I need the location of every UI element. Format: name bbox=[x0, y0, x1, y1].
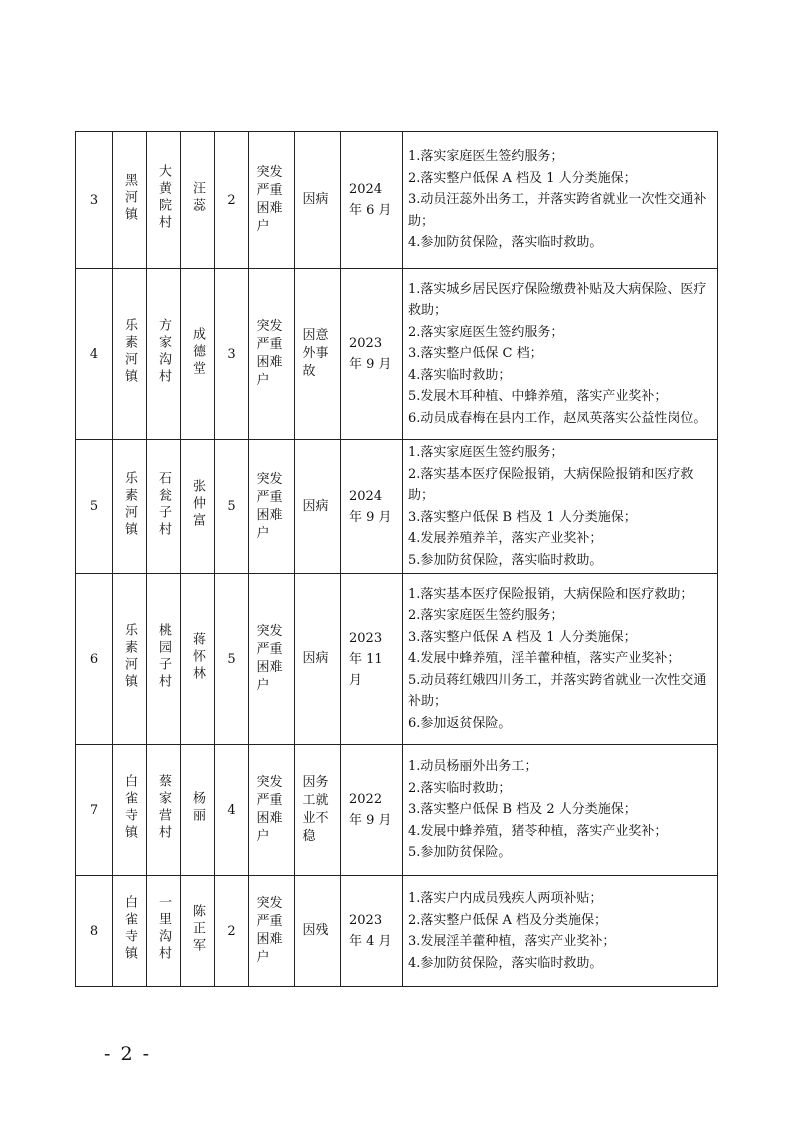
household-type: 突发严重困难户 bbox=[256, 775, 283, 844]
measures-list bbox=[403, 144, 717, 256]
table-row bbox=[76, 876, 718, 987]
household-size-cell bbox=[215, 269, 249, 440]
measure-item: 6.动员成春梅在县内工作，赵凤英落实公益性岗位。 bbox=[408, 410, 707, 426]
household-head-name-cell bbox=[181, 876, 215, 987]
measure-item: 2.落实基本医疗保险报销，大病保险报销和医疗救助； bbox=[408, 466, 694, 503]
row-index-cell bbox=[76, 269, 113, 440]
measure-item: 3.动员汪蕊外出务工，并落实跨省就业一次性交通补助； bbox=[408, 192, 707, 229]
household-type-cell bbox=[249, 440, 295, 574]
household-size-cell bbox=[215, 745, 249, 876]
assistance-table bbox=[75, 131, 718, 987]
village-name: 石瓮子村 bbox=[156, 470, 171, 539]
hardship-reason-cell bbox=[295, 440, 341, 574]
household-head-name-cell bbox=[181, 574, 215, 745]
identified-date-cell bbox=[341, 745, 403, 876]
household-head-name: 成德堂 bbox=[190, 326, 205, 378]
town-name: 白雀寺镇 bbox=[122, 895, 137, 963]
measure-item: 3.落实整户低保 B 档及 2 人分类施保； bbox=[408, 802, 637, 818]
measure-item: 5.参加防贫保险。 bbox=[408, 845, 512, 861]
town-name: 乐素河镇 bbox=[122, 470, 137, 539]
town-name: 黑河镇 bbox=[122, 172, 137, 224]
measures-list bbox=[403, 277, 717, 432]
measure-item: 4.参加防贫保险，落实临时救助。 bbox=[408, 235, 603, 251]
household-head-name-cell bbox=[181, 745, 215, 876]
hardship-reason-cell bbox=[295, 132, 341, 269]
household-head-name: 陈正军 bbox=[190, 903, 205, 955]
town-name-cell bbox=[113, 745, 147, 876]
row-index: 3 bbox=[89, 192, 99, 208]
table-row bbox=[76, 440, 718, 574]
hardship-reason-cell bbox=[295, 574, 341, 745]
table-row bbox=[76, 132, 718, 269]
measure-item: 3.落实整户低保 B 档及 1 人分类施保； bbox=[408, 509, 637, 525]
measure-item: 5.动员蒋红娥四川务工，并落实跨省就业一次性交通补助； bbox=[408, 672, 707, 710]
row-index-cell bbox=[76, 745, 113, 876]
measures-list bbox=[403, 886, 717, 976]
measure-item: 1.落实家庭医生签约服务； bbox=[408, 149, 564, 165]
row-index-cell bbox=[76, 876, 113, 987]
measures-cell bbox=[403, 745, 718, 876]
measures-cell bbox=[403, 132, 718, 269]
town-name-cell bbox=[113, 132, 147, 269]
household-size: 2 bbox=[227, 192, 236, 208]
household-head-name-cell bbox=[181, 440, 215, 574]
measures-cell bbox=[403, 440, 718, 574]
row-index-cell bbox=[76, 132, 113, 269]
village-name-cell bbox=[147, 745, 181, 876]
town-name-cell bbox=[113, 574, 147, 745]
household-type-cell bbox=[249, 269, 295, 440]
measure-item: 1.落实家庭医生签约服务； bbox=[408, 445, 564, 460]
hardship-reason: 因病 bbox=[302, 498, 329, 514]
identified-date: 2023 年 11 月 bbox=[349, 630, 383, 688]
measure-item: 3.发展淫羊藿种植，落实产业奖补； bbox=[408, 934, 616, 949]
hardship-reason-cell bbox=[295, 745, 341, 876]
measures-list bbox=[403, 582, 717, 737]
household-size-cell bbox=[215, 132, 249, 269]
measure-item: 1.动员杨丽外出务工； bbox=[408, 759, 538, 775]
hardship-reason: 因意外事故 bbox=[302, 328, 329, 379]
identified-date: 2023 年 4 月 bbox=[349, 913, 392, 949]
household-size-cell bbox=[215, 876, 249, 987]
hardship-reason: 因病 bbox=[302, 192, 329, 207]
measure-item: 2.落实家庭医生签约服务； bbox=[408, 324, 564, 340]
measure-item: 4.发展中蜂养殖，淫羊藿种植，落实产业奖补； bbox=[408, 651, 681, 667]
identified-date-cell bbox=[341, 269, 403, 440]
hardship-reason-cell bbox=[295, 269, 341, 440]
identified-date-cell bbox=[341, 876, 403, 987]
household-head-name: 汪蕊 bbox=[190, 181, 205, 215]
household-type-cell bbox=[249, 876, 295, 987]
household-size-cell bbox=[215, 574, 249, 745]
village-name-cell bbox=[147, 574, 181, 745]
identified-date-cell bbox=[341, 132, 403, 269]
town-name: 乐素河镇 bbox=[122, 623, 137, 691]
household-type-cell bbox=[249, 132, 295, 269]
household-head-name: 杨丽 bbox=[190, 791, 205, 825]
household-head-name: 张仲富 bbox=[190, 479, 205, 530]
table-row bbox=[76, 574, 718, 745]
table-body bbox=[76, 132, 718, 987]
household-head-name: 蒋怀林 bbox=[190, 631, 205, 683]
row-index: 4 bbox=[89, 346, 99, 362]
row-index-cell bbox=[76, 440, 113, 574]
measure-item: 3.落实整户低保 A 档及 1 人分类施保； bbox=[408, 629, 637, 645]
table-row bbox=[76, 269, 718, 440]
measures-cell bbox=[403, 876, 718, 987]
household-type: 突发严重困难户 bbox=[256, 624, 283, 693]
measures-cell bbox=[403, 574, 718, 745]
row-index: 6 bbox=[89, 651, 99, 667]
measure-item: 1.落实城乡居民医疗保险缴费补贴及大病保险、医疗救助； bbox=[408, 281, 707, 319]
village-name: 桃园子村 bbox=[156, 623, 171, 691]
hardship-reason: 因务工就业不稳 bbox=[302, 775, 329, 844]
measure-item: 4.发展中蜂养殖，猪苓种植，落实产业奖补； bbox=[408, 823, 668, 839]
measure-item: 5.发展木耳种植、中蜂养殖，落实产业奖补； bbox=[408, 389, 668, 405]
household-type: 突发严重困难户 bbox=[256, 896, 283, 965]
measure-item: 3.落实整户低保 C 档； bbox=[408, 346, 543, 362]
hardship-reason: 因病 bbox=[302, 651, 329, 666]
identified-date-cell bbox=[341, 574, 403, 745]
household-size-cell bbox=[215, 440, 249, 574]
town-name: 白雀寺镇 bbox=[122, 774, 137, 842]
village-name-cell bbox=[147, 440, 181, 574]
village-name-cell bbox=[147, 269, 181, 440]
measure-item: 6.参加返贫保险。 bbox=[408, 715, 512, 731]
measures-list bbox=[403, 754, 717, 866]
household-type: 突发严重困难户 bbox=[256, 165, 283, 234]
row-index: 5 bbox=[89, 499, 99, 514]
town-name-cell bbox=[113, 269, 147, 440]
identified-date: 2024 年 9 月 bbox=[349, 488, 392, 525]
household-head-name-cell bbox=[181, 269, 215, 440]
town-name-cell bbox=[113, 876, 147, 987]
identified-date: 2022 年 9 月 bbox=[349, 792, 392, 828]
measure-item: 2.落实整户低保 A 档及 1 人分类施保； bbox=[408, 170, 637, 186]
household-size: 4 bbox=[227, 802, 236, 818]
village-name-cell bbox=[147, 876, 181, 987]
row-index: 7 bbox=[89, 802, 99, 818]
measure-item: 4.落实临时救助； bbox=[408, 367, 512, 383]
household-head-name-cell bbox=[181, 132, 215, 269]
village-name-cell bbox=[147, 132, 181, 269]
village-name: 方家沟村 bbox=[156, 318, 171, 386]
household-type-cell bbox=[249, 574, 295, 745]
household-type: 突发严重困难户 bbox=[256, 471, 283, 541]
page-number: - 2 - bbox=[104, 1043, 152, 1065]
hardship-reason: 因残 bbox=[302, 923, 329, 938]
measure-item: 4.参加防贫保险，落实临时救助。 bbox=[408, 955, 603, 971]
town-name: 乐素河镇 bbox=[122, 318, 137, 386]
measure-item: 1.落实基本医疗保险报销，大病保险和医疗救助； bbox=[408, 586, 694, 602]
identified-date: 2024 年 6 月 bbox=[349, 182, 392, 218]
town-name-cell bbox=[113, 440, 147, 574]
measure-item: 4.发展养殖养羊，落实产业奖补； bbox=[408, 531, 603, 546]
measure-item: 5.参加防贫保险，落实临时救助。 bbox=[408, 552, 603, 568]
table-row bbox=[76, 745, 718, 876]
identified-date-cell bbox=[341, 440, 403, 574]
identified-date: 2023 年 9 月 bbox=[349, 336, 392, 372]
household-size: 3 bbox=[227, 346, 236, 362]
measures-list bbox=[403, 440, 717, 573]
village-name: 蔡家营村 bbox=[156, 774, 171, 842]
measure-item: 1.落实户内成员残疾人两项补贴； bbox=[408, 891, 603, 906]
household-size: 5 bbox=[227, 499, 236, 514]
measure-item: 2.落实临时救助； bbox=[408, 780, 512, 796]
household-size: 2 bbox=[227, 923, 236, 939]
measure-item: 2.落实整户低保 A 档及分类施保； bbox=[408, 912, 608, 928]
household-type-cell bbox=[249, 745, 295, 876]
hardship-reason-cell bbox=[295, 876, 341, 987]
household-size: 5 bbox=[227, 651, 236, 667]
measure-item: 2.落实家庭医生签约服务； bbox=[408, 608, 564, 624]
village-name: 大黄院村 bbox=[156, 164, 171, 232]
row-index: 8 bbox=[89, 923, 99, 939]
measures-cell bbox=[403, 269, 718, 440]
row-index-cell bbox=[76, 574, 113, 745]
village-name: 一里沟村 bbox=[156, 895, 171, 963]
household-type: 突发严重困难户 bbox=[256, 319, 283, 388]
